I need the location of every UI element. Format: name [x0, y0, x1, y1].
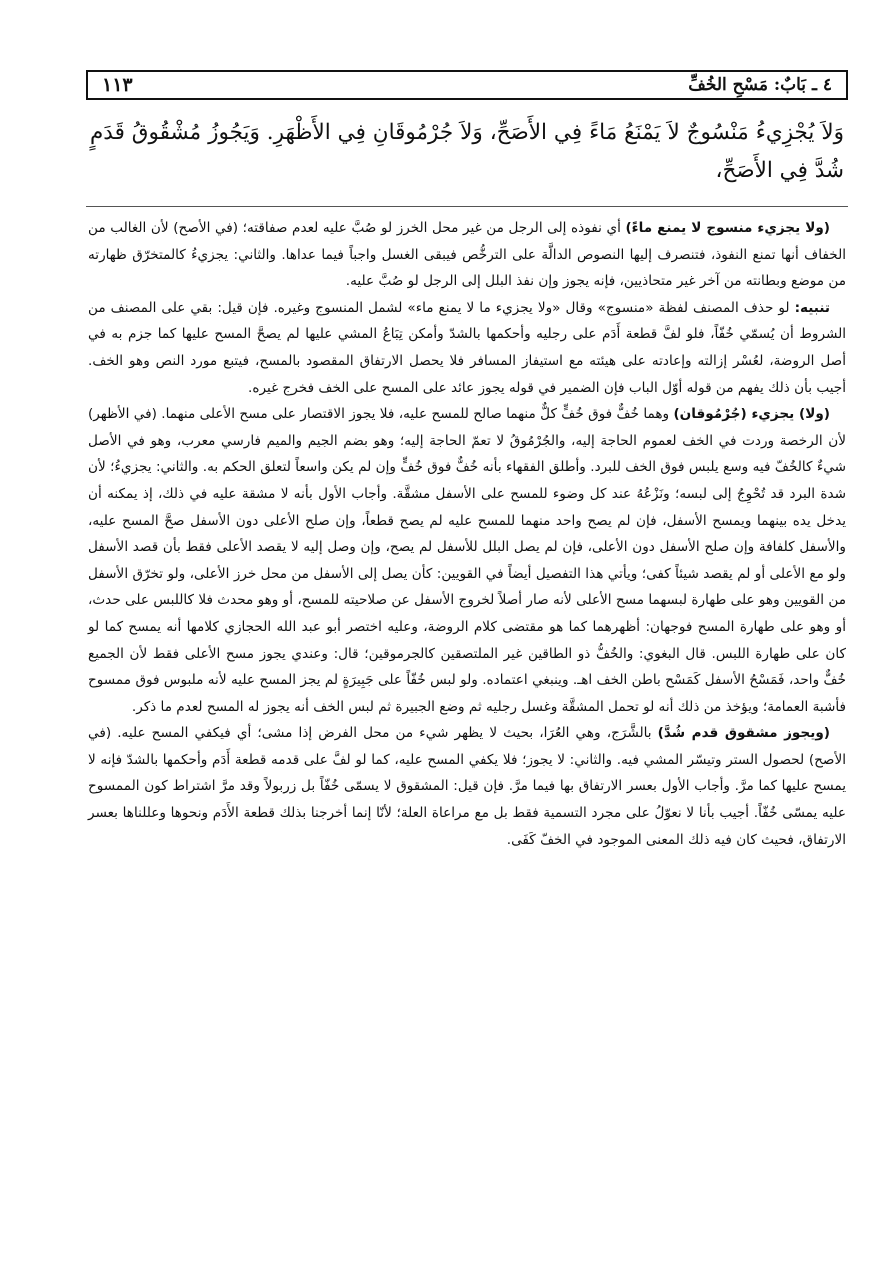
- commentary-paragraph: [88, 295, 846, 401]
- paragraph-lead: (ولا يجزيء منسوج لا يمنع ماءً): [625, 220, 830, 236]
- main-text: وَلاَ يُجْزِيءُ مَنْسُوجٌ لاَ يَمْنَعُ مَاءً فِي الأَصَحِّ، وَلاَ جُرْمُوقَانِ فِي الأَظْهَرِ. وَيَجُوزُ مُشْقُوقُ قَدَمٍ شُدَّ فِي الأَصَحِّ،: [90, 120, 844, 183]
- paragraph-text: بالشَّرَج، وهي العُرَا، بحيث لا يظهر شيء من محل الفرض إذا مشى؛ أي فيكفي المسح عليه. (في الأصح) لحصول الستر وتيسّر المشي فيه. والثاني: لا يجوز؛ فلا يكفي المسح عليه، كما لو لفَّ على قدمه قطعة أَدَم وأحكمها بالشدّ فإنه لا يمسح عليها كما مرَّ. وأجاب الأول بعسر الارتفاق بها فيما مرَّ. فإن قيل: المشقوق لا يسمّى خُفّاً بل زربولاً وقد مرَّ اشتراط كون الممسوح عليه يمسّى خُفّاً. أجيب بأنا لا نعوّلُ على مجرد التسمية فقط بل مع مراعاة العلة؛ لأنّا إنما أخرجنا بذلك قطعة الأَدَم ونحوها وعللناها بعسر الارتفاق، فحيث كان فيه ذلك المعنى الموجود في الخفّ كَفَى.: [88, 725, 846, 848]
- chapter-title: ٤ ـ بَابٌ: مَسْحِ الخُفِّ: [688, 75, 832, 95]
- book-page: [86, 70, 848, 1220]
- commentary-paragraph: [88, 215, 846, 295]
- paragraph-lead: تنبيه:: [794, 299, 830, 316]
- separator-line: [86, 206, 848, 207]
- paragraph-text: وهما خُفٌّ فوق خُفٍّ كلٌّ منهما صالح للمسح عليه، فلا يجوز الاقتصار على مسح الأعلى منهما. (في الأظهر) لأن الرخصة وردت في الخف لعموم الحاجة إليه، والجُرْمُوقُ لا تعمّ الحاجة إليه؛ وهو بضم الجيم والميم فارسي معرب، وهو في الأصل شيءٌ كالخُفّ فيه وسع يلبس فوق الخف للبرد. وأطلق الفقهاء بأنه خُفٌّ فوق خُفٍّ وإن لم يكن واسعاً لتعلق الحكم به. والثاني: يجزيءُ؛ لأن شدة البرد قد تُحْوِجُ إلى لبسه؛ ونَزْعُهُ عند كل وضوء للمسح على الأسفل مشقَّة. وأجاب الأول بأنه لا مشقة عليه في ذلك، إذ يمكنه أن يدخل يده بينهما ويمسح الأسفل، فإن لم يصح واحد منهما للمسح عليه لم يصح قطعاً، وإن صلح الأعلى دون الأسفل صحَّ المسح عليه، والأسفل كلفافة وإن صلح الأسفل دون الأعلى، فإن لم يصل البلل للأسفل لم يصح، وإن وصل إليه لا يقصد الأعلى فقط بأن قصد الأسفل ولو مع الأعلى أو لم يقصد شيئاً كفى؛ ويأتي هذا التفصيل أيضاً في القويين: كأن يصل إلى الأسفل من محل خرز الأعلى، ولو تخرّق الأسفل من القويين وهو على طهارة لبسهما مسح الأعلى لأنه صار أصلاً لخروج الأسفل عن صلاحيته للمسح، أو وهو محدث فلا كاللبس على حدث، أو وهو على طهارة المسح فوجهان: أظهرهما كما هو مقتضى كلام الروضة، وعليه اختصر أبو عبد الله الحجازي كلامها أنه يمسح كما لو كان على طهارة اللبس. قال البغوي: والخُفُّ ذو الطاقين غير الملتصقين كالجرموقين؛ قال: وعندي يجوز مسح الأعلى فقط لأن الجميع خُفٌّ واحد، فَمَسْحُ الأسفل كَمَسْح باطن الخف اهـ. وينبغي اعتماده. ولو لبس خُفّاً على جَبِيرَةٍ لم يجز المسح عليه لأنه ملبوس فوق ممسوح فأشبهَ العمامة؛ ويؤخذ من ذلك أنه لو تحمل المشقَّة وغسل رجليه ثم وضع الجبيرة ثم لبس الخف أنه يجوز له المسح لعدم ما ذكر.: [88, 406, 846, 715]
- page-header: [86, 70, 848, 100]
- paragraph-text: أي نفوذه إلى الرجل من غير محل الخرز لو صُبَّ عليه لعدم صفاقته؛ (في الأصح) لأن الغالب من الخفاف أنها تمنع النفوذ، فتنصرف إليها النصوص الدالَّة على الترخُّص فيبقى الغسل واجباً فيما عداها. والثاني: يجزيءُ كالمتخرّق ظهارته من موضع وبطانته من آخر غير متحاذيين، فإنه يجوز وإن نفذ البلل إلى الرجل لو صُبَّ عليه.: [88, 220, 846, 290]
- commentary: [86, 215, 848, 853]
- paragraph-lead: (ويجوز مشقوق قدم شُدَّ): [657, 725, 830, 742]
- paragraph-text: لو حذف المصنف لفظة «منسوج» وقال «ولا يجزيء ما لا يمنع ماء» لشمل المنسوج وغيره. فإن قيل: بقي على المصنف من الشروط أن يُسمّي خُفّاً، فلو لفَّ قطعة أَدَم على رجليه وأحكمها بالشدّ وأمكن تِبَاعُ المشي عليها لم يصحَّ المسح عليها كما جزم به في أصل الروضة، لعُسْر إزالته وإعادته على هيئته مع استيفاز المسافر فلا يحصل الارتفاق المقصود بالمسح، فيتبع مورد النص وهو الخف. أجيب بأن ذلك يفهم من قوله أوّل الباب فإن الضمير في قوله يجوز عائد على المسح على الخف فخرج غيره.: [88, 299, 846, 396]
- commentary-paragraph: [88, 401, 846, 720]
- page-number: ١١٣: [102, 74, 133, 96]
- paragraph-lead: (ولا) يجزيء (جُرْمُوقان): [673, 406, 830, 423]
- commentary-paragraph: [88, 720, 846, 853]
